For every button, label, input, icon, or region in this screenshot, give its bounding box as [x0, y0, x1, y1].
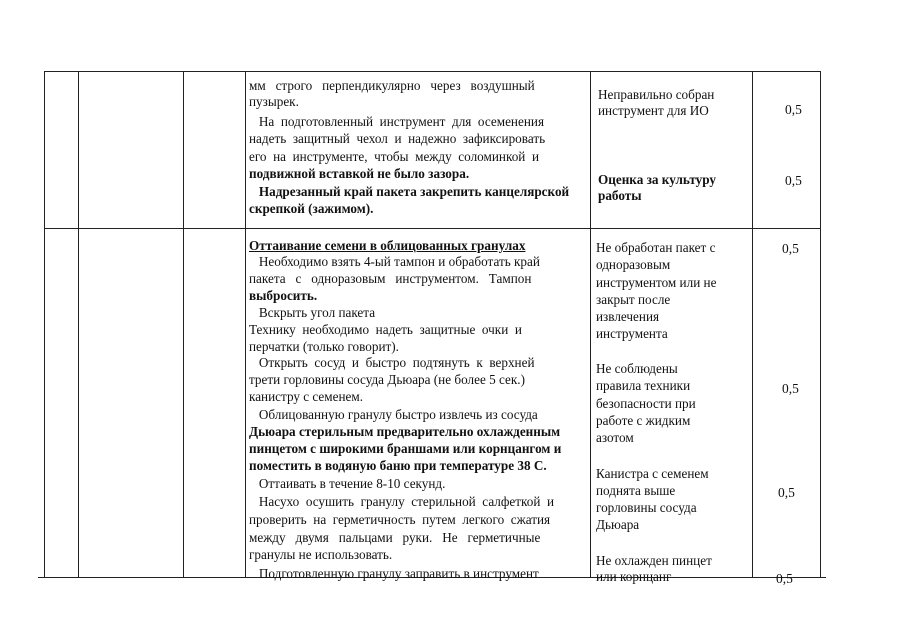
criterion-line: Не обработан пакет с: [596, 240, 716, 255]
criterion-line: извлечения: [596, 309, 660, 324]
criterion-line: работе с жидким: [596, 413, 691, 428]
text-line-bold: Надрезанный край пакета закрепить канцелярской: [249, 184, 570, 199]
criterion-line: Канистра с семенем: [596, 466, 709, 481]
text-line-bold: пинцетом с широкими браншами или корнцангом и: [249, 441, 562, 456]
criterion-line: или корнцанг: [596, 569, 672, 584]
score-value: 0,5: [782, 241, 799, 256]
criterion-line: горловины сосуда: [596, 500, 697, 515]
text-line-bold: Дьюара стерильным предварительно охлажденным: [249, 424, 561, 439]
column-divider-4: [245, 71, 246, 578]
column-divider-1: [44, 71, 45, 578]
table-top-border: [44, 71, 821, 72]
column-divider-6: [752, 71, 753, 578]
text-line: канистру с семенем.: [249, 389, 364, 404]
text-line: Оттаивать в течение 8-10 секунд.: [249, 476, 446, 491]
text-line: мм строго перпендикулярно через воздушный: [249, 78, 535, 93]
column-divider-5: [590, 71, 591, 578]
text-line-bold: поместить в водяную баню при температуре 38 С.: [249, 458, 547, 473]
criterion-line: правила техники: [596, 378, 691, 393]
column-divider-7: [820, 71, 821, 578]
column-divider-3: [183, 71, 184, 578]
text-line: пузырек.: [249, 94, 299, 109]
text-line: проверить на герметичность путем легкого сжатия: [249, 512, 551, 527]
criterion-line: инструментом или не: [596, 275, 717, 290]
text-line: между двумя пальцами руки. Не герметичные: [249, 530, 541, 545]
text-line: пакета с одноразовым инструментом. Тампон: [249, 271, 532, 286]
text-line: Облицованную гранулу быстро извлечь из сосуда: [249, 407, 538, 422]
criterion-line: поднята выше: [596, 483, 676, 498]
criterion-line: Неправильно собран: [598, 87, 715, 102]
score-value: 0,5: [785, 173, 802, 188]
text-line: гранулы не использовать.: [249, 547, 393, 562]
text-line: перчатки (только говорит).: [249, 339, 399, 354]
row-divider: [44, 228, 821, 229]
section-title: Оттаивание семени в облицованных гранулах: [249, 238, 526, 253]
criterion-line: закрыт после: [596, 292, 671, 307]
criterion-line: инструмент для ИО: [598, 103, 709, 118]
text-line: трети горловины сосуда Дьюара (не более 5 сек.): [249, 372, 525, 387]
text-line: На подготовленный инструмент для осеменения: [249, 114, 545, 129]
column-divider-2: [78, 71, 79, 578]
text-line: Открыть сосуд и быстро подтянуть к верхней: [249, 355, 535, 370]
text-line-bold: скрепкой (зажимом).: [249, 201, 374, 216]
criterion-line-bold: работы: [598, 188, 642, 203]
criterion-line: Дьюара: [596, 517, 640, 532]
criterion-line: азотом: [596, 430, 634, 445]
score-value: 0,5: [782, 381, 799, 396]
text-line: Насухо осушить гранулу стерильной салфеткой и: [249, 494, 555, 509]
text-line-bold: подвижной вставкой не было зазора.: [249, 166, 470, 181]
text-line: его на инструменте, чтобы между соломинкой и: [249, 149, 540, 164]
criterion-line-bold: Оценка за культуру: [598, 172, 716, 187]
text-line: Подготовленную гранулу заправить в инструмент: [249, 566, 539, 581]
criterion-line: Не охлажден пинцет: [596, 553, 712, 568]
criterion-line: инструмента: [596, 326, 668, 341]
text-line: Технику необходимо надеть защитные очки и: [249, 322, 522, 337]
score-value: 0,5: [776, 571, 793, 586]
score-value: 0,5: [785, 102, 802, 117]
text-line-bold: выбросить.: [249, 288, 318, 303]
text-line: надеть защитный чехол и надежно зафиксировать: [249, 131, 546, 146]
criterion-line: одноразовым: [596, 257, 671, 272]
criterion-line: Не соблюдены: [596, 361, 678, 376]
score-value: 0,5: [778, 485, 795, 500]
text-line: Необходимо взять 4-ый тампон и обработать край: [249, 254, 540, 269]
text-line: Вскрыть угол пакета: [249, 305, 376, 320]
criterion-line: безопасности при: [596, 396, 696, 411]
